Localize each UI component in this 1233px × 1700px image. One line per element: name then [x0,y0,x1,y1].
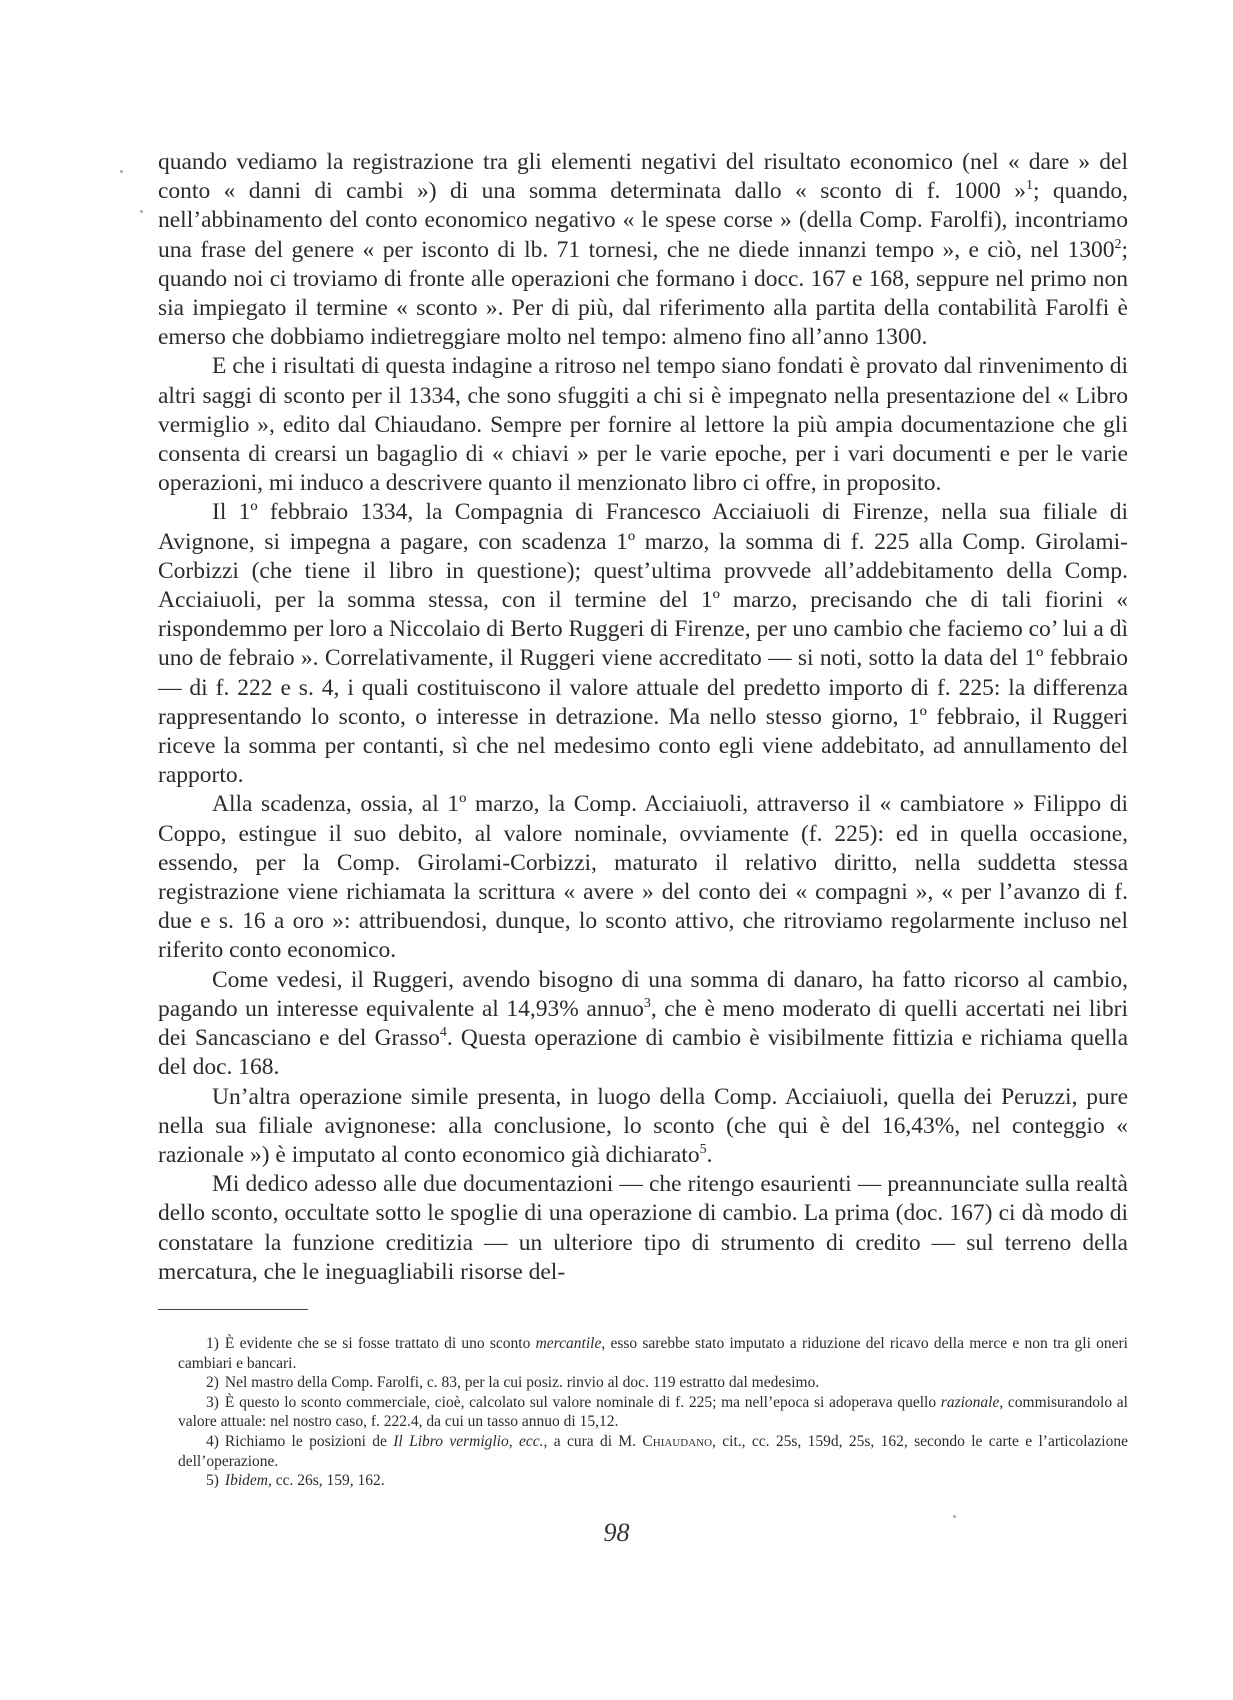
footnote-reference: 3 [643,996,651,1012]
footnote-marker: 1) [206,1335,219,1352]
text-run: , cit., cc. 25s, 159d, 25s, 162, secondo le carte e l’articolazione dell’operazione. [178,1432,1128,1470]
text-run: . Questa operazione di cambio è visibilmente fittizia e richiama quella del doc. 168. [158,1025,1128,1081]
footnote-reference: 2 [1114,236,1122,252]
text-run: ; quando, nell’abbinamento del conto economico negativo « le spese corse » (della Comp. Farolfi), incontriamo una frase del genere « per isconto di lb. 71 tornesi, che ne diede innanzi tempo », e ciò, nel 1300 [158,178,1128,263]
italic-text: mercantile [535,1335,602,1352]
text-run: ; quando noi ci troviamo di fronte alle operazioni che formano i docc. 167 e 168, seppure nel primo non sia impiegato il termine « sconto ». Per di più, dal riferimento alla partita della contabilità Farolfi è emerso che dobbiamo indietreggiare molto nel tempo: almeno fino all’anno 1300. [158,236,1128,351]
text-run: È evidente che se si fosse trattato di uno sconto [224,1335,536,1352]
author-name: Chiaudano [642,1432,713,1450]
paragraph [158,148,1128,352]
paragraph [158,790,1128,965]
main-text [158,148,1128,1287]
text-run: Mi dedico adesso alle due documentazioni — che ritengo esaurienti — preannunciate sulla realtà dello sconto, occultate sotto le spoglie di una operazione di cambio. La prima (doc. 167) ci dà modo di constatare la funzione creditizia — un ulteriore tipo di strumento di credito — sul terreno della mercatura, che le ineguagliabili risorse del- [158,1171,1128,1285]
footnote-marker: 4) [206,1432,219,1450]
footnote-reference: 1 [1025,178,1033,194]
italic-text: Ibidem [224,1472,268,1490]
footnote [178,1432,1128,1471]
italic-text: razionale [940,1393,1000,1411]
text-run: . [706,1141,713,1168]
footnote-marker: 2) [206,1374,219,1392]
italic-text: Il Libro vermiglio, ecc. [393,1432,544,1450]
footnote [178,1471,1128,1491]
footnote-reference: 5 [699,1142,707,1158]
text-run: Il 1º febbraio 1334, la Compagnia di Francesco Acciaiuoli di Firenze, nella sua filiale di Avignone, si impegna a pagare, con scadenza 1º marzo, la somma di f. 225 alla Comp. Girolami-Corbizzi (che tiene il libro in questione); quest’ultima provvede all’addebitamento della Comp. Acciaiuoli, per la somma stessa, con il termine del 1º marzo, precisando che di tali fiorini « rispondemmo per loro a Niccolaio di Berto Ruggeri di Firenze, per uno cambio che faciemo co’ lui a dì uno de febraio ». Correlativamente, il Ruggeri viene accreditato — si noti, sotto la data del 1º febbraio — di f. 222 e s. 4, i quali costituiscono il valore attuale del predetto importo di f. 225: la differenza rappresentando lo sconto, o interesse in detrazione. Ma nello stesso giorno, 1º febbraio, il Ruggeri riceve la somma per contanti, sì che nel medesimo conto egli viene addebitato, ad annullamento del rapporto. [158,499,1128,789]
paragraph [158,1170,1128,1287]
text-run: , cc. 26s, 159, 162. [267,1472,385,1490]
paper-speck [953,1515,956,1518]
text-run: quando vediamo la registrazione tra gli elementi negativi del risultato economico (nel « dare » del conto « danni di cambi ») di una somma determinata dallo « sconto di f. 1000 » [158,149,1128,205]
page-number: 98 [603,1518,630,1547]
text-run: , a cura di M. [543,1432,643,1450]
text-run: Alla scadenza, ossia, al 1º marzo, la Comp. Acciaiuoli, attraverso il « cambiatore » Filippo di Coppo, estingue il suo debito, al valore nominale, ovviamente (f. 225): ed in quella occasione, essendo, per la Comp. Girolami-Corbizzi, maturato il relativo diritto, nella suddetta stessa registrazione viene richiamata la scrittura « avere » del conto dei « compagni », « per l’avanzo di f. due e s. 16 a oro »: attribuendosi, dunque, lo sconto attivo, che ritroviamo regolarmente incluso nel riferito conto economico. [158,791,1128,964]
footnote [178,1373,1128,1393]
text-run: Nel mastro della Comp. Farolfi, c. 83, per la cui posiz. rinvio al doc. 119 estratto dal medesimo. [224,1374,820,1392]
footnote-marker: 5) [206,1472,219,1490]
text-run: E che i risultati di questa indagine a ritroso nel tempo siano fondati è provato dal rinvenimento di altri saggi di sconto per il 1334, che sono sfuggiti a chi si è impegnato nella presentazione del « Libro vermiglio », edito dal Chiaudano. Sempre per fornire al lettore la più ampia documentazione che gli consenta di crearsi un bagaglio di « chiavi » per le varie epoche, per i vari documenti e per le varie operazioni, mi induco a descrivere quanto il menzionato libro ci offre, in proposito. [158,353,1128,497]
paragraph [158,352,1128,498]
text-run: È questo lo sconto commerciale, cioè, calcolato sul valore nominale di f. 225; ma nell’epoca si adoperava quello [224,1393,941,1411]
text-run: Un’altra operazione simile presenta, in luogo della Comp. Acciaiuoli, quella dei Peruzzi, pure nella sua filiale avignonese: alla conclusione, lo sconto (che qui è del 16,43%, nel conteggio « razionale ») è imputato al conto economico già dichiarato [158,1083,1128,1168]
text-run: Richiamo le posizioni de [224,1432,394,1450]
paper-speck [120,170,123,173]
footnote-marker: 3) [206,1393,219,1411]
paragraph [158,498,1128,790]
footnotes [178,1334,1128,1491]
text-run: Come vedesi, il Ruggeri, avendo bisogno di una somma di danaro, ha fatto ricorso al cambio, pagando un interesse equivalente al 14,93% annuo [158,966,1128,1022]
footnote-reference: 4 [439,1025,447,1041]
footnote [178,1334,1128,1373]
text-run: , che è meno moderato di quelli accertati nei libri dei Sancasciano e del Grasso [158,995,1128,1052]
paragraph [158,966,1128,1083]
paper-speck [140,210,143,213]
text-run: , commisurandolo al valore attuale: nel nostro caso, f. 222.4, da cui un tasso annuo di 15,12. [178,1393,1128,1431]
footnote [178,1393,1128,1432]
text-run: , esso sarebbe stato imputato a riduzione del ricavo della merce e non tra gli oneri cambiari e bancari. [178,1335,1128,1372]
footnote-separator [158,1309,308,1310]
paragraph [158,1083,1128,1171]
